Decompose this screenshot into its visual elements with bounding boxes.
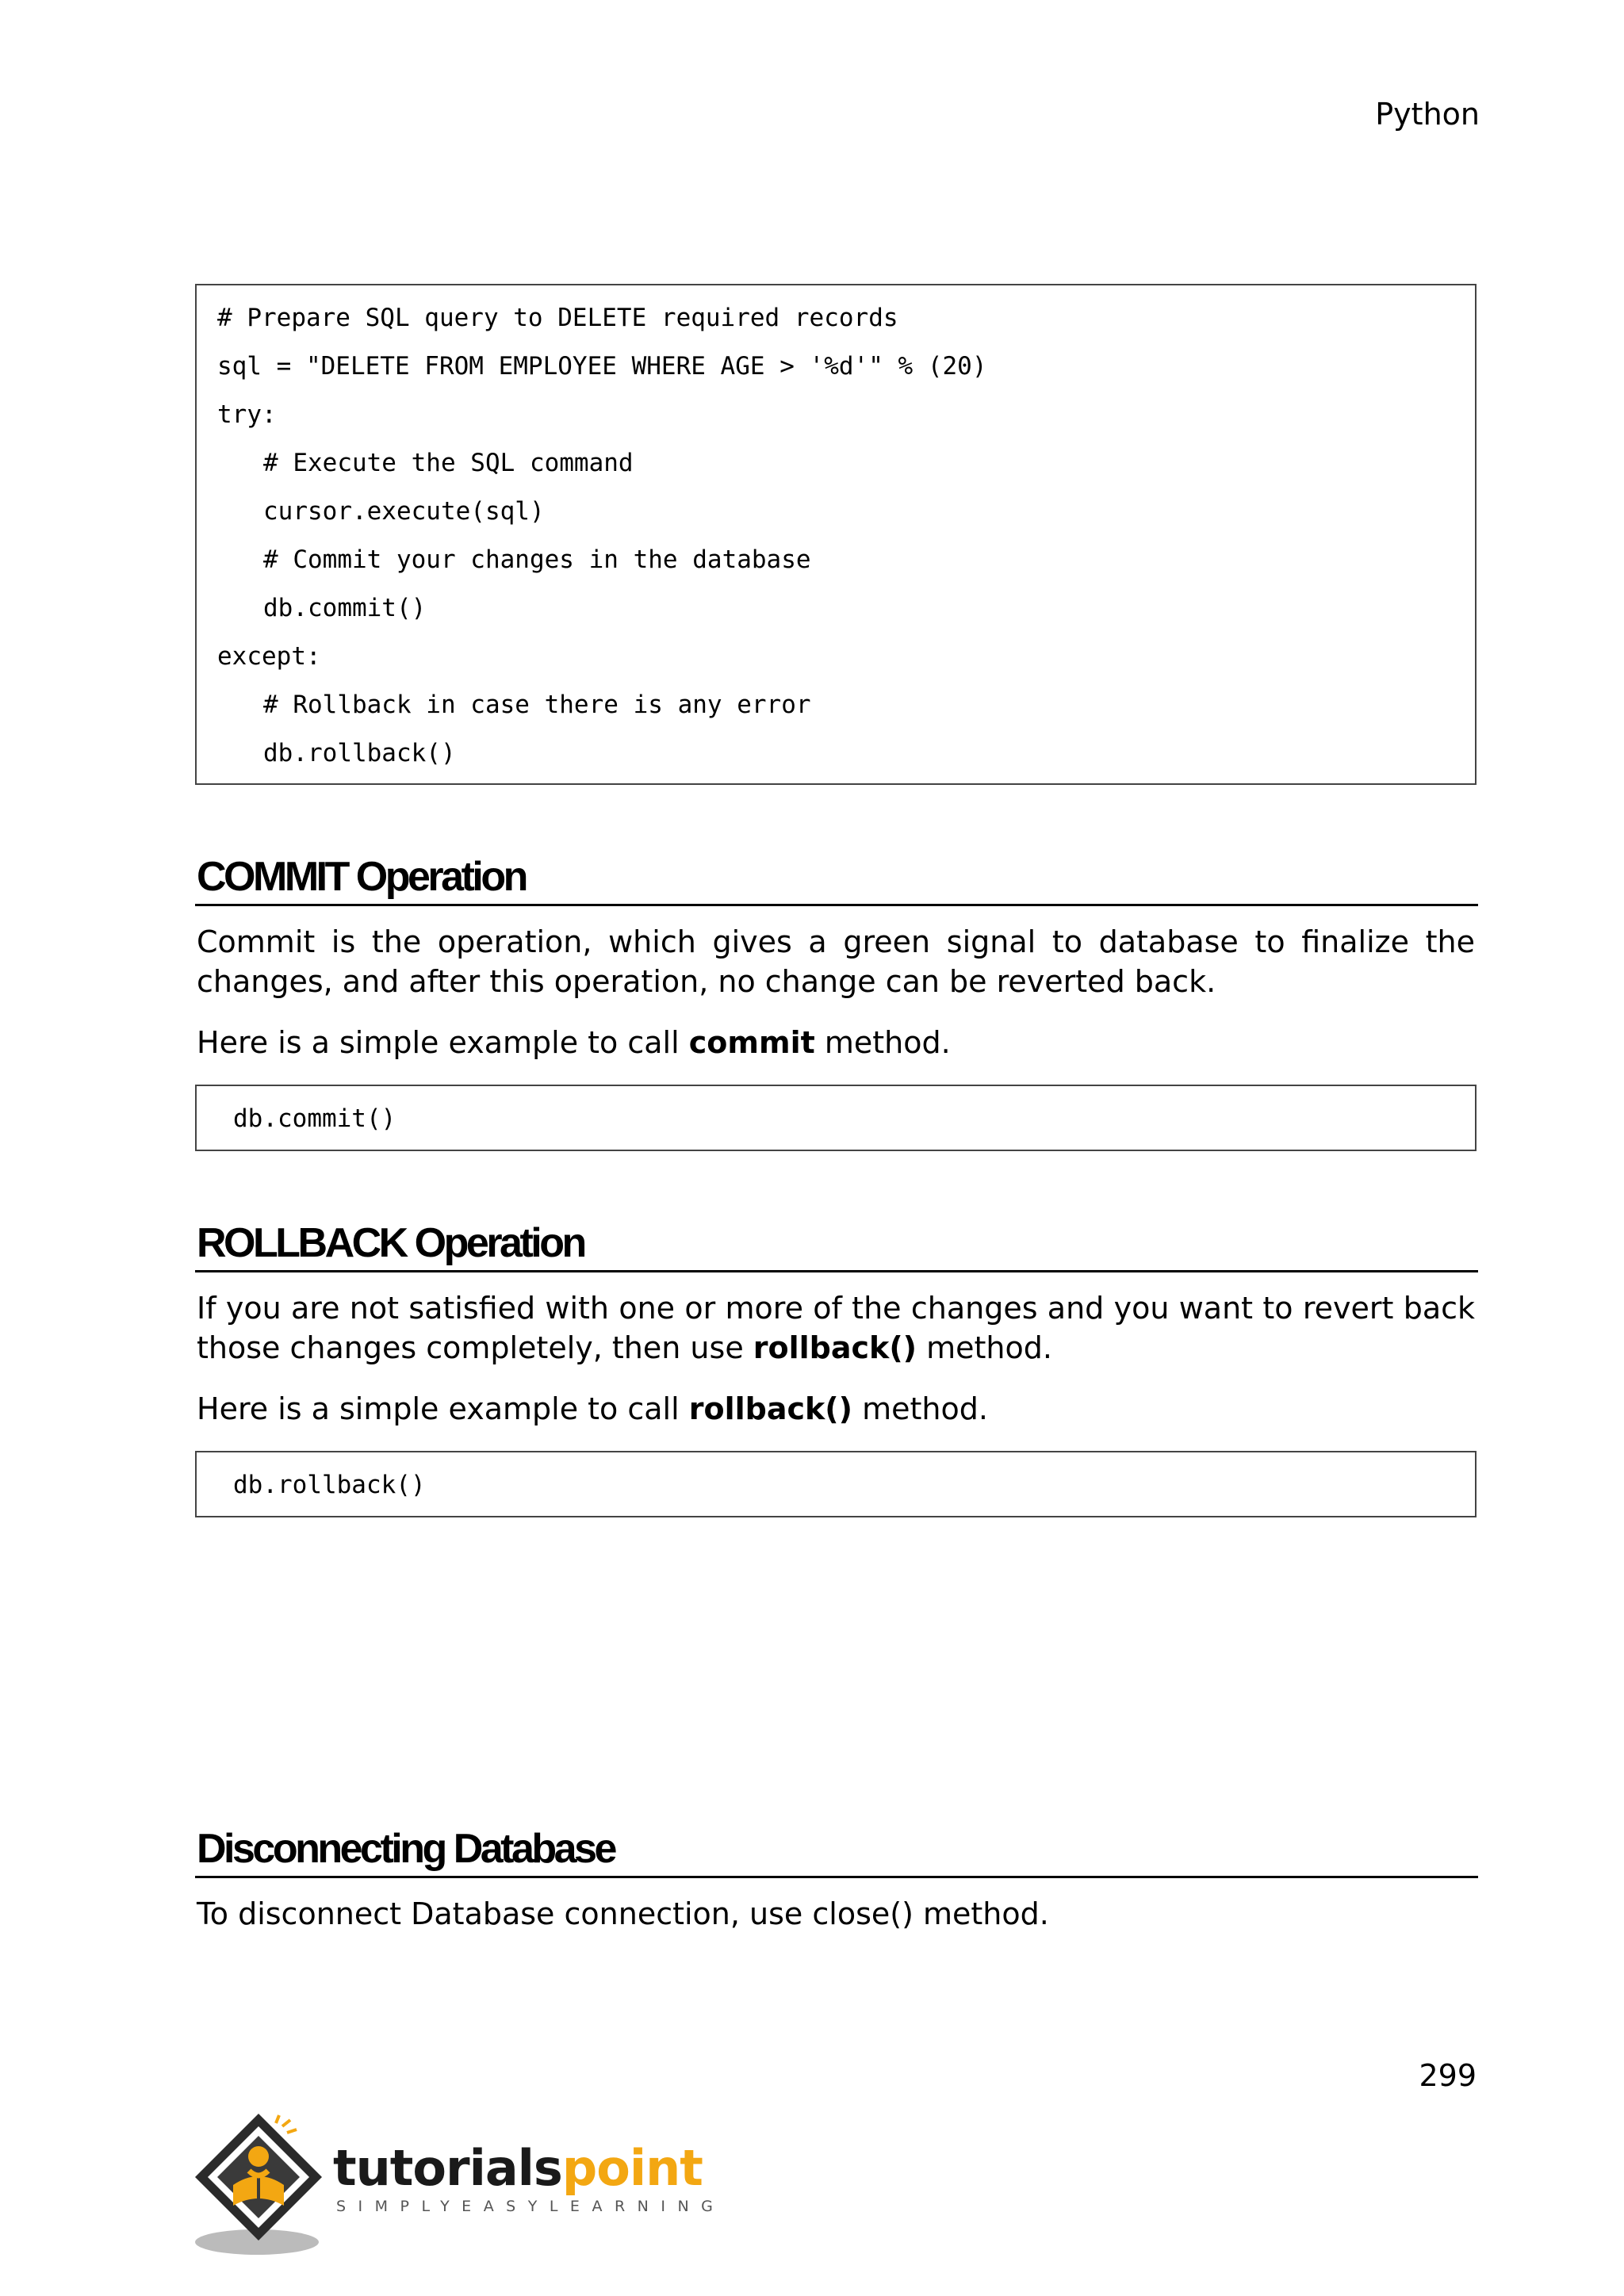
code-line: # Prepare SQL query to DELETE required records bbox=[217, 304, 898, 332]
code-line: # Commit your changes in the database bbox=[263, 545, 811, 574]
disconnect-description: To disconnect Database connection, use close() method. bbox=[197, 1896, 1049, 1931]
code-block-delete bbox=[195, 284, 1477, 785]
inline-method-name: rollback() bbox=[688, 1391, 853, 1426]
code-line: db.rollback() bbox=[263, 739, 456, 767]
heading-rule bbox=[195, 904, 1478, 906]
commit-description: Commit is the operation, which gives a green signal to database to finalize the changes, and after this operation, no change can be reverted back. bbox=[197, 924, 1475, 999]
section-heading-rollback: ROLLBACK Operation bbox=[197, 1220, 584, 1266]
rollback-example-intro bbox=[197, 1389, 1475, 1429]
logo-word-tutorials: tutorials bbox=[333, 2139, 562, 2197]
logo-wordmark bbox=[333, 2139, 703, 2197]
code-line: db.rollback() bbox=[233, 1471, 426, 1499]
code-line: db.commit() bbox=[263, 594, 427, 622]
section-heading-commit: COMMIT Operation bbox=[197, 854, 526, 900]
logo-tagline: SIMPLYEASYLEARNING bbox=[336, 2198, 726, 2215]
text-run: Here is a simple example to call bbox=[197, 1025, 689, 1060]
code-line: db.commit() bbox=[233, 1104, 396, 1133]
code-line: except: bbox=[217, 642, 321, 671]
text-run: method. bbox=[814, 1025, 951, 1060]
inline-method-name: commit bbox=[688, 1025, 815, 1060]
code-block-rollback bbox=[195, 1451, 1477, 1517]
logo-emblem-icon bbox=[193, 2109, 336, 2260]
code-line: cursor.execute(sql) bbox=[263, 497, 545, 526]
page-number: 299 bbox=[1419, 2058, 1477, 2093]
text-run: Here is a simple example to call bbox=[197, 1391, 689, 1426]
code-line: # Rollback in case there is any error bbox=[263, 691, 811, 719]
logo-word-point: point bbox=[561, 2139, 703, 2197]
code-line: # Execute the SQL command bbox=[263, 449, 634, 477]
tutorialspoint-logo bbox=[193, 2109, 726, 2260]
text-run: method. bbox=[917, 1330, 1052, 1365]
code-block-commit bbox=[195, 1085, 1477, 1151]
text-run: If you are not satisfied with one or more of the changes and you want to revert back those changes completely, then use bbox=[197, 1291, 1475, 1365]
text-run: method. bbox=[852, 1391, 988, 1426]
commit-example-intro bbox=[197, 1023, 1475, 1062]
section-heading-disconnect: Disconnecting Database bbox=[197, 1826, 615, 1872]
heading-rule bbox=[195, 1876, 1478, 1878]
code-line: try: bbox=[217, 400, 277, 429]
rollback-description bbox=[197, 1288, 1475, 1368]
inline-method-name: rollback() bbox=[753, 1330, 917, 1365]
running-header: Python bbox=[1375, 97, 1480, 132]
code-line: sql = "DELETE FROM EMPLOYEE WHERE AGE > '%d'" % (20) bbox=[217, 352, 987, 381]
heading-rule bbox=[195, 1270, 1478, 1272]
